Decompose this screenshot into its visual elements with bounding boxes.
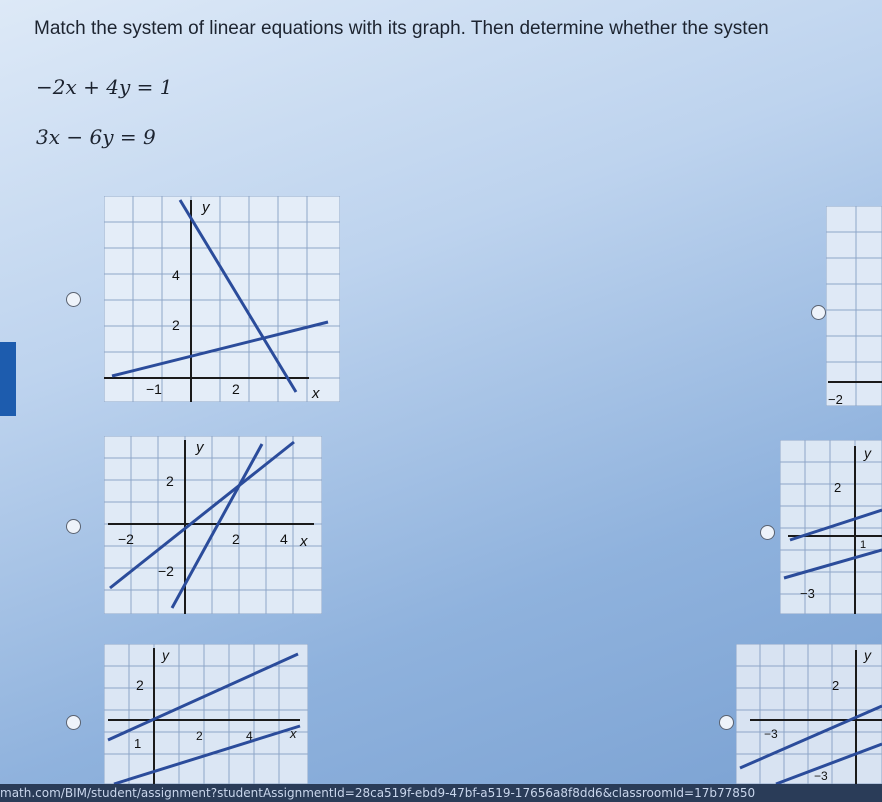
graph-c-tick: 2	[196, 729, 203, 743]
option-f-radio[interactable]	[719, 715, 734, 730]
graph-e-tick: −3	[800, 586, 815, 601]
graph-f-tick: −3	[814, 769, 828, 783]
graph-f-tick: −3	[764, 727, 778, 741]
graph-f-tick: 2	[832, 678, 840, 693]
graph-a-tick: 2	[172, 317, 180, 333]
graph-c-tick: 2	[136, 677, 144, 693]
graph-b-tick: −2	[118, 531, 134, 547]
graph-f-y-label: y	[864, 647, 871, 663]
graph-b-tick: 2	[166, 473, 174, 489]
option-d-radio[interactable]	[811, 305, 826, 320]
graph-c-y-label: y	[162, 647, 169, 663]
graph-option-f	[736, 644, 882, 784]
graph-option-c	[104, 644, 308, 784]
graph-a-y-label: y	[202, 199, 210, 216]
option-c-radio[interactable]	[66, 715, 81, 730]
graph-e-y-label: y	[864, 445, 871, 461]
graph-c-tick: 1	[134, 736, 142, 751]
graph-d-tick: −2	[828, 392, 843, 406]
question-prompt: Match the system of linear equations with its graph. Then determine whether the systen	[34, 18, 769, 39]
graph-option-d	[826, 206, 882, 406]
status-bar-url: math.com/BIM/student/assignment?studentAssignmentId=28ca519f-ebd9-47bf-a519-17656a8f8dd6&classroomId=17b77850	[0, 784, 882, 802]
graph-b-tick: 4	[280, 531, 288, 547]
graph-a-tick: 2	[232, 381, 240, 397]
option-b-radio[interactable]	[66, 519, 81, 534]
graph-a-x-label: x	[312, 385, 320, 402]
graph-e-tick: 2	[834, 480, 842, 495]
option-e-radio[interactable]	[760, 525, 775, 540]
equation-1: −2x + 4y = 1	[36, 75, 173, 99]
graph-b-tick: −2	[158, 563, 174, 579]
equation-2: 3x − 6y = 9	[36, 125, 156, 149]
graph-c-tick: 4	[246, 729, 253, 743]
graph-a-tick: 4	[172, 267, 180, 283]
graph-option-a	[104, 196, 340, 402]
graph-c-x-label: x	[290, 726, 297, 741]
graph-b-y-label: y	[196, 439, 204, 456]
graph-e-tick: 1	[860, 539, 867, 551]
graph-a-tick: −1	[146, 381, 162, 397]
option-a-radio[interactable]	[66, 292, 81, 307]
graph-option-e	[780, 440, 882, 614]
graph-b-x-label: x	[300, 533, 308, 550]
graph-b-tick: 2	[232, 531, 240, 547]
graph-option-b	[104, 436, 322, 614]
left-accent-bar	[0, 342, 16, 416]
